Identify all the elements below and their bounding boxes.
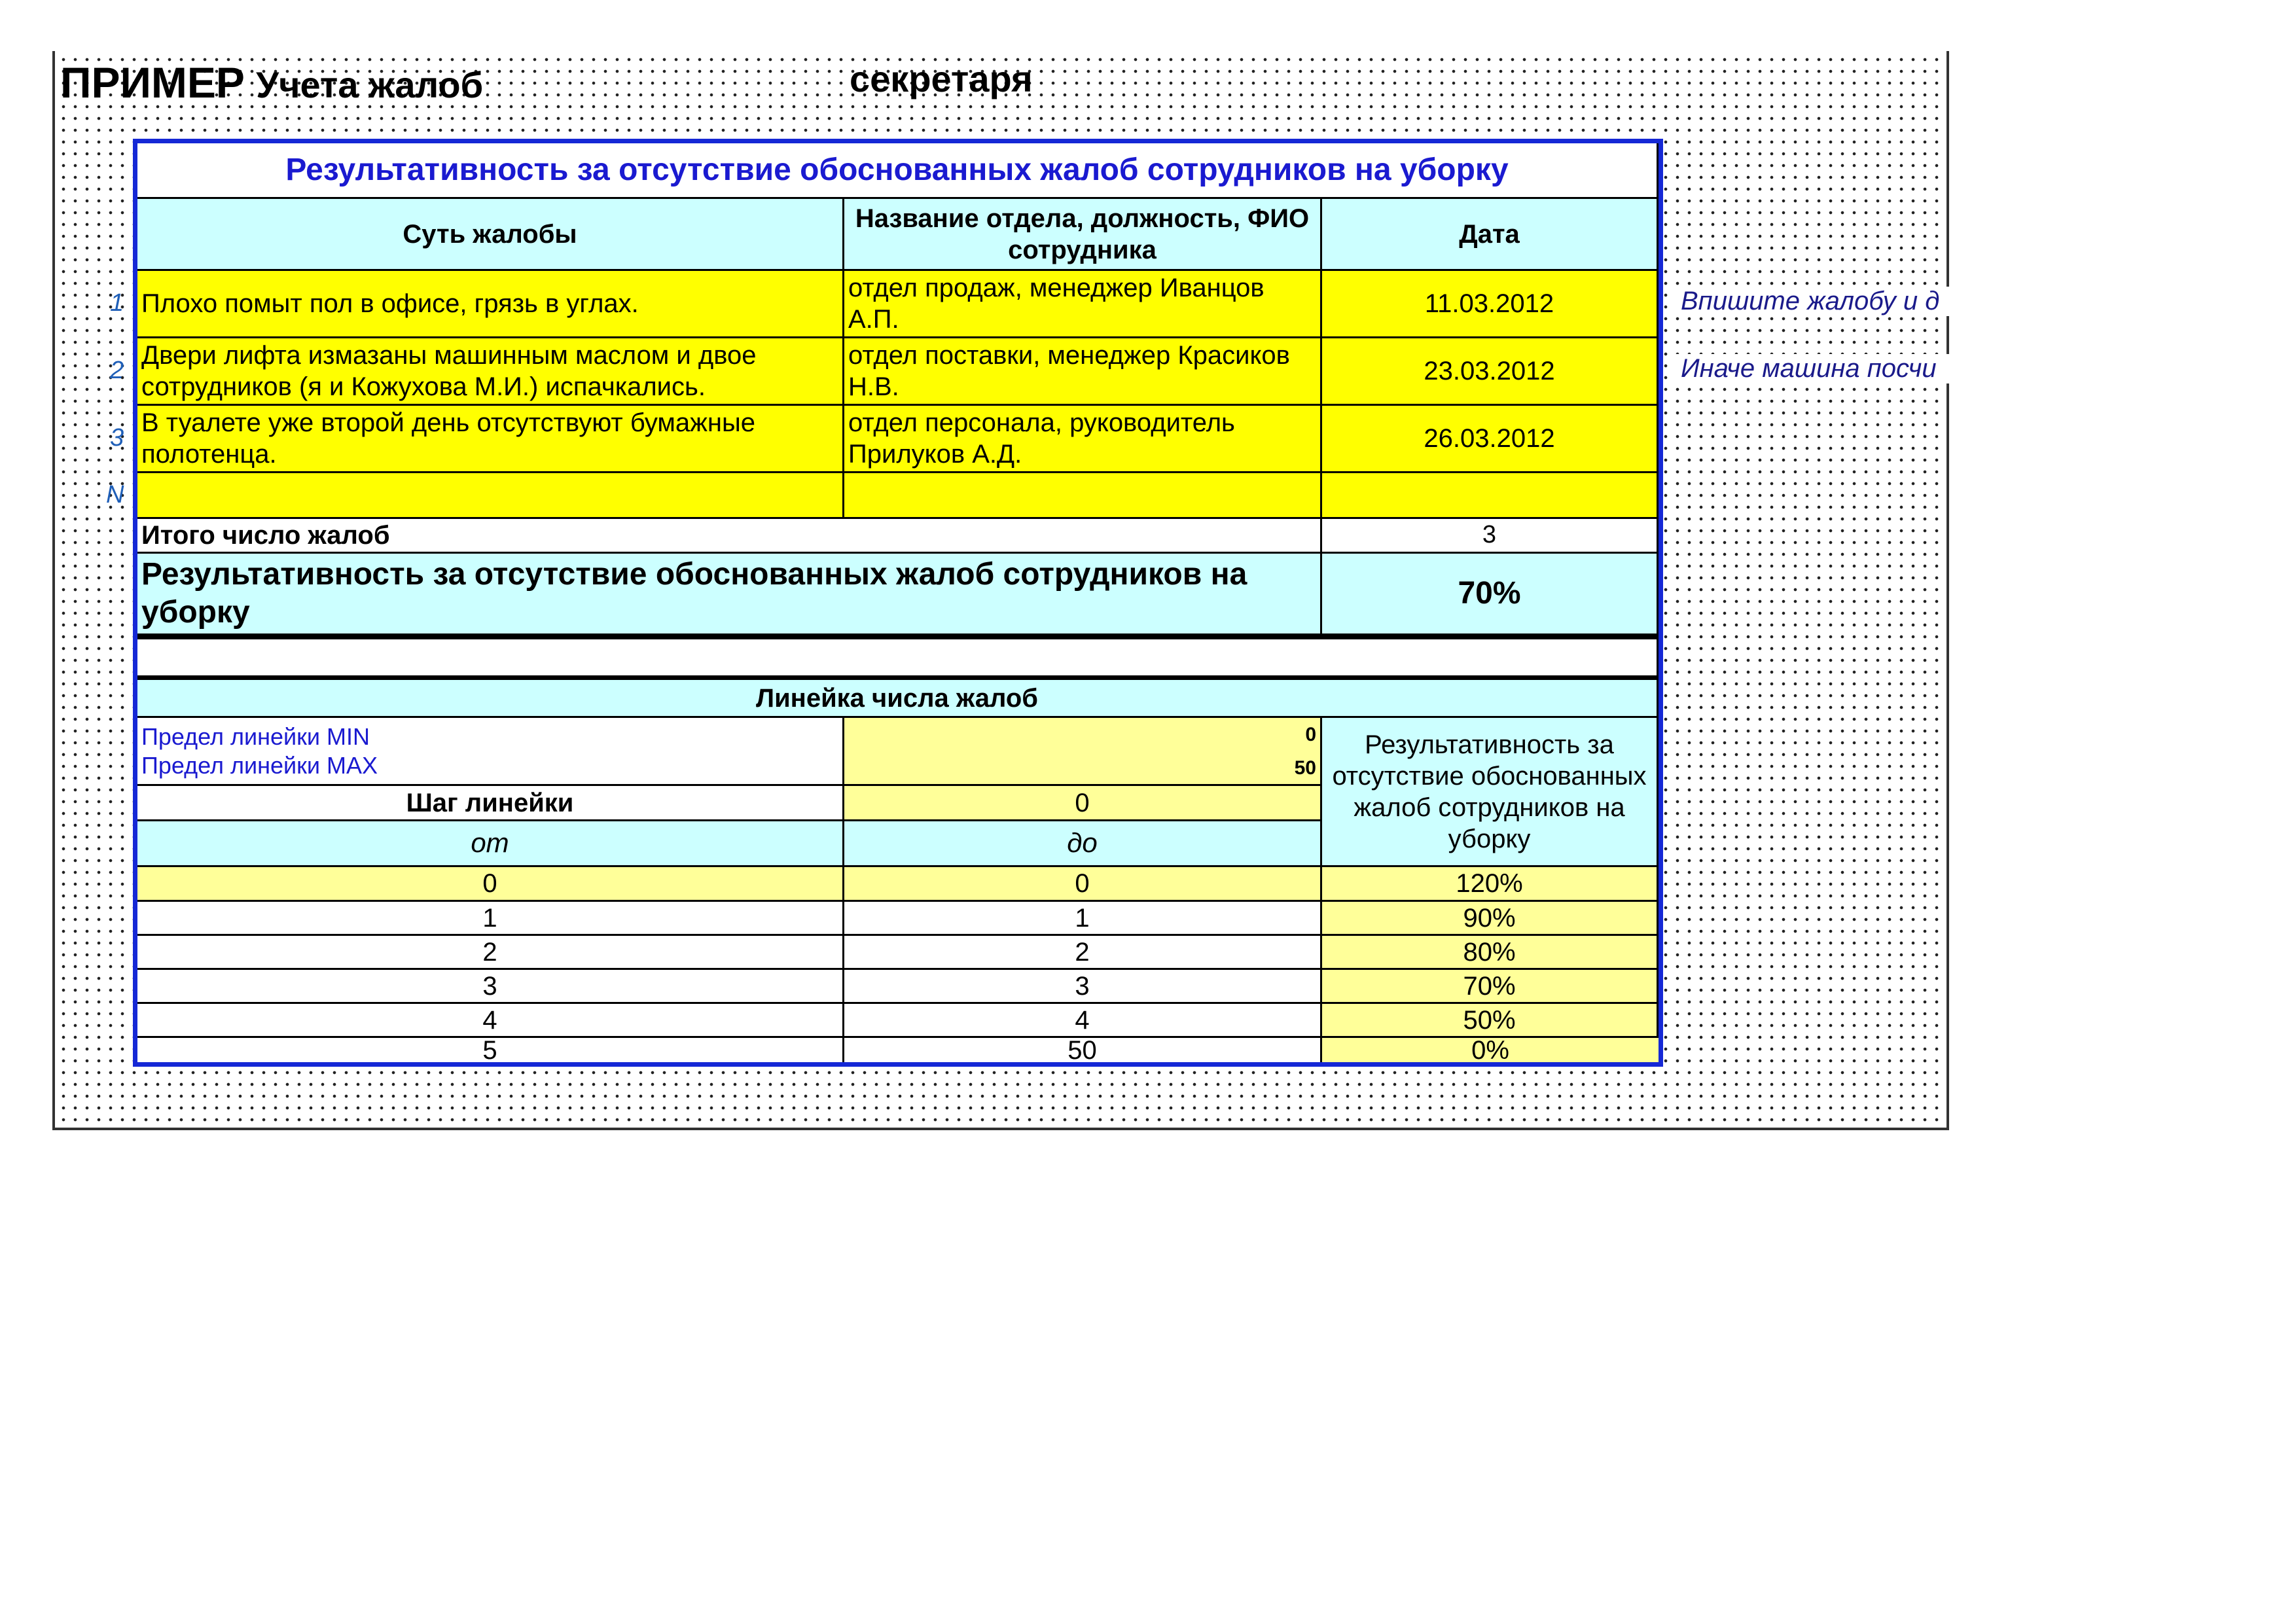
scale-limit-labels	[137, 718, 844, 786]
spacer-row	[137, 635, 1659, 680]
scale-from: 2	[137, 936, 844, 970]
date-cell[interactable]: 11.03.2012	[1322, 271, 1659, 338]
to-header: до	[844, 821, 1322, 867]
table-title: Результативность за отсутствие обоснованных жалоб сотрудников на уборку	[137, 143, 1659, 199]
result-label: Результативность за отсутствие обоснованных жалоб сотрудников на уборку	[137, 554, 1322, 635]
employee-cell[interactable]: отдел поставки, менеджер Красиков Н.В.	[844, 338, 1322, 406]
title-bold: ПРИМЕР	[60, 58, 245, 107]
scale-to: 1	[844, 902, 1322, 936]
max-label: Предел линейки MAX	[141, 751, 378, 779]
scale-result: 0%	[1322, 1038, 1659, 1062]
scale-result: 120%	[1322, 867, 1659, 902]
column-header: Название отдела, должность, ФИО сотрудника	[844, 199, 1322, 271]
complaint-cell[interactable]: В туалете уже второй день отсутствуют бумажные полотенца.	[137, 406, 844, 473]
date-cell[interactable]: 26.03.2012	[1322, 406, 1659, 473]
scale-to: 50	[844, 1038, 1322, 1062]
row-number: 2	[110, 357, 124, 384]
from-header: от	[137, 821, 844, 867]
title-right: секретаря	[850, 58, 1033, 99]
scale-from: 0	[137, 867, 844, 902]
scale-from: 1	[137, 902, 844, 936]
page-title	[60, 58, 483, 107]
scale-from: 5	[137, 1038, 844, 1062]
scale-to: 2	[844, 936, 1322, 970]
scale-title: Линейка числа жалоб	[137, 680, 1659, 718]
row-number: 1	[110, 289, 124, 317]
complaint-cell[interactable]	[137, 473, 844, 519]
column-header: Дата	[1322, 199, 1659, 271]
scale-to: 4	[844, 1004, 1322, 1038]
total-label: Итого число жалоб	[137, 519, 1322, 554]
scale-to: 3	[844, 970, 1322, 1004]
step-label: Шаг линейки	[137, 786, 844, 821]
step-value[interactable]: 0	[844, 786, 1322, 821]
row-number: N	[106, 481, 124, 508]
scale-to: 0	[844, 867, 1322, 902]
hint-note: Впишите жалобу и д	[1676, 287, 1949, 316]
employee-cell[interactable]	[844, 473, 1322, 519]
scale-result: 70%	[1322, 970, 1659, 1004]
scale-result: 50%	[1322, 1004, 1659, 1038]
column-header: Суть жалобы	[137, 199, 844, 271]
scale-from: 4	[137, 1004, 844, 1038]
title-rest: Учета жалоб	[256, 64, 484, 105]
result-value: 70%	[1322, 554, 1659, 635]
scale-limit-values	[844, 718, 1322, 786]
hint-note: Иначе машина посчи	[1676, 354, 1949, 383]
date-cell[interactable]: 23.03.2012	[1322, 338, 1659, 406]
scale-from: 3	[137, 970, 844, 1004]
row-number: 3	[110, 424, 124, 452]
scale-result: 80%	[1322, 936, 1659, 970]
employee-cell[interactable]: отдел персонала, руководитель Прилуков А.Д.	[844, 406, 1322, 473]
complaint-cell[interactable]: Двери лифта измазаны машинным маслом и двое сотрудников (я и Кожухова М.И.) испачкались.	[137, 338, 844, 406]
scale-result: 90%	[1322, 902, 1659, 936]
max-value[interactable]: 50	[1294, 757, 1316, 779]
complaint-cell[interactable]: Плохо помыт пол в офисе, грязь в углах.	[137, 271, 844, 338]
employee-cell[interactable]: отдел продаж, менеджер Иванцов А.П.	[844, 271, 1322, 338]
scale-result-header: Результативность за отсутствие обоснованных жалоб сотрудников на уборку	[1322, 718, 1659, 867]
min-label: Предел линейки MIN	[141, 723, 370, 751]
total-value: 3	[1322, 519, 1659, 554]
min-value[interactable]: 0	[1305, 723, 1316, 745]
complaints-table	[133, 139, 1663, 1067]
date-cell[interactable]	[1322, 473, 1659, 519]
